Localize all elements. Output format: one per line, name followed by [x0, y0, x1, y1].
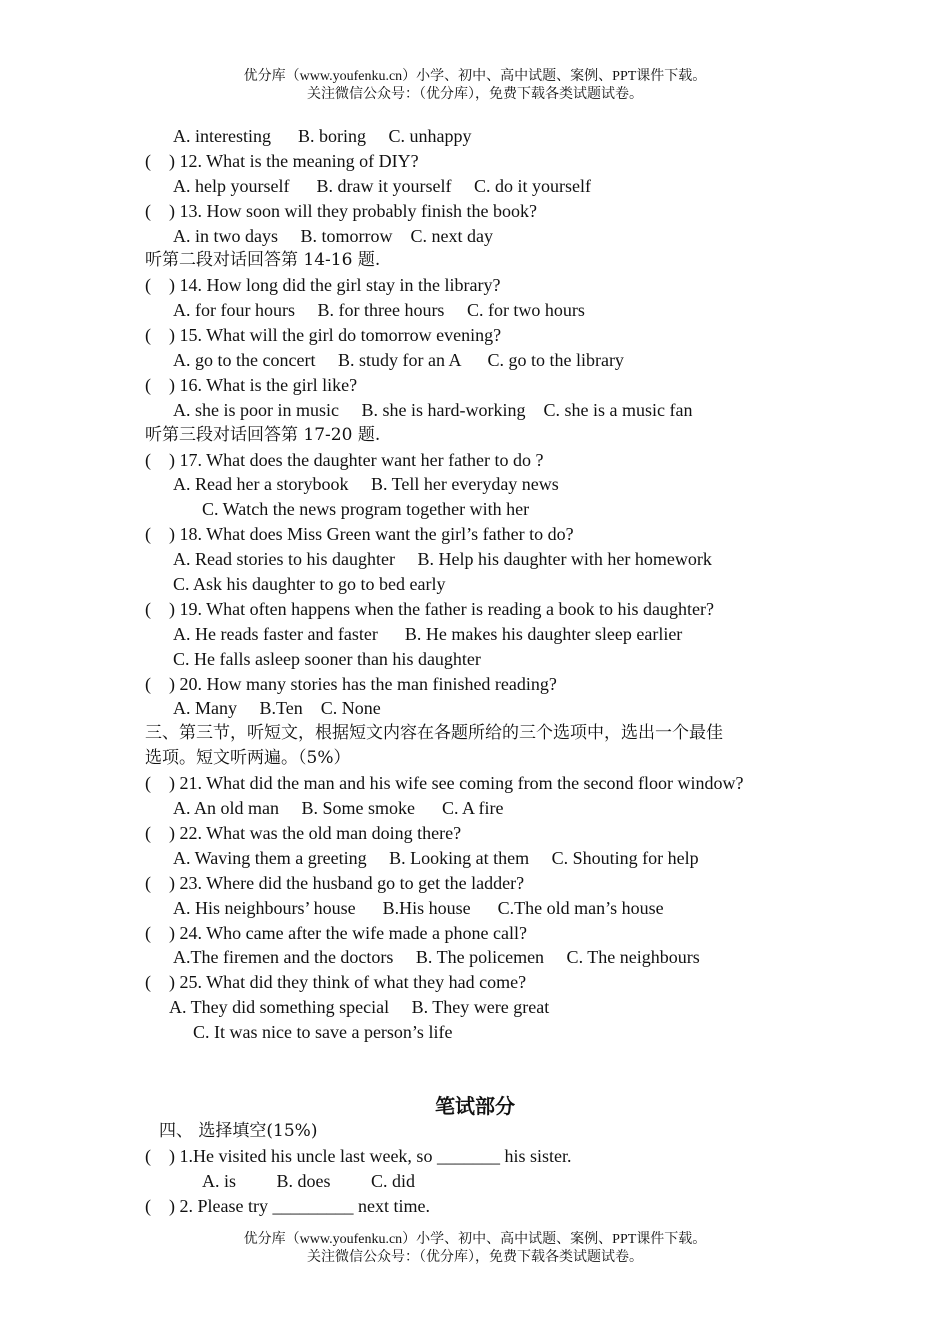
question-line: ( ) 17. What does the daughter want her father to do ? [145, 449, 544, 470]
question-line: ( ) 14. How long did the girl stay in the library? [145, 275, 501, 296]
header-line-1: 优分库（www.youfenku.cn）小学、初中、高中试题、案例、PPT课件下载。 [243, 69, 707, 84]
question-line: ( ) 15. What will the girl do tomorrow evening? [145, 325, 502, 346]
listening-questions-b [145, 771, 825, 1045]
options-line: A.The firemen and the doctors B. The policemen C. The neighbours [173, 947, 700, 968]
options-line: A. They did something special B. They were great [169, 997, 550, 1018]
question-line: ( ) 25. What did they think of what they had come? [145, 972, 527, 993]
options-line: A. Read stories to his daughter B. Help his daughter with her homework [173, 549, 712, 570]
question-line: ( ) 22. What was the old man doing there? [145, 822, 462, 843]
page-header [0, 68, 950, 104]
options-line: A. go to the concert B. study for an A C. go to the library [173, 350, 624, 371]
options-line: A. interesting B. boring C. unhappy [173, 126, 472, 146]
options-line: A. An old man B. Some smoke C. A fire [173, 798, 504, 819]
question-line: ( ) 2. Please try _________ next time. [145, 1195, 430, 1216]
section-spacer [145, 1045, 825, 1093]
options-line: A. He reads faster and faster B. He makes his daughter sleep earlier [173, 623, 683, 644]
options-line: C. Watch the news program together with her [202, 499, 530, 520]
options-line: A. His neighbours’ house B.His house C.The old man’s house [173, 897, 664, 918]
question-line: ( ) 19. What often happens when the father is reading a book to his daughter? [145, 598, 714, 619]
question-line: ( ) 23. Where did the husband go to get the ladder? [145, 872, 525, 893]
section-instruction: 听第二段对话回答第 14-16 题. [145, 250, 381, 271]
options-line: A. she is poor in music B. she is hard-working C. she is a music fan [173, 399, 693, 420]
footer-line-1: 优分库（www.youfenku.cn）小学、初中、高中试题、案例、PPT课件下载。 [243, 1232, 707, 1247]
exam-content [145, 124, 825, 1219]
options-line: A. Waving them a greeting B. Looking at them C. Shouting for help [173, 847, 699, 868]
options-line: A. is B. does C. did [202, 1170, 416, 1191]
options-line: A. in two days B. tomorrow C. next day [173, 225, 493, 246]
section-3-line-1: 三、第三节，听短文，根据短文内容在各题所给的三个选项中，选出一个最佳 [145, 723, 723, 744]
section-instruction: 听第三段对话回答第 17-20 题. [145, 424, 381, 445]
options-line: A. Many B.Ten C. None [173, 698, 381, 719]
question-line: ( ) 12. What is the meaning of DIY? [145, 150, 419, 171]
options-line: A. for four hours B. for three hours C. for two hours [173, 300, 585, 321]
options-line: A. Read her a storybook B. Tell her everyday news [173, 474, 559, 495]
header-line-2: 关注微信公众号：（优分库），免费下载各类试题试卷。 [307, 87, 643, 102]
question-line: ( ) 20. How many stories has the man finished reading? [145, 673, 557, 694]
section-3-line-2: 选项。短文听两遍。（5%） [145, 748, 351, 769]
options-line: C. It was nice to save a person’s life [193, 1022, 453, 1043]
part-4-heading: 四、 选择填空(15%) [159, 1120, 318, 1141]
question-line: ( ) 16. What is the girl like? [145, 374, 358, 395]
listening-questions-a [145, 124, 825, 721]
options-line: C. He falls asleep sooner than his daughter [173, 648, 481, 669]
question-line: ( ) 1.He visited his uncle last week, so _______ his sister. [145, 1145, 572, 1166]
section-3-instructions [145, 721, 825, 771]
page-footer [0, 1231, 950, 1267]
question-line: ( ) 13. How soon will they probably finish the book? [145, 200, 537, 221]
options-line: C. Ask his daughter to go to bed early [173, 574, 446, 595]
footer-line-2: 关注微信公众号：（优分库），免费下载各类试题试卷。 [307, 1250, 643, 1265]
options-line: A. help yourself B. draw it yourself C. do it yourself [173, 175, 591, 196]
question-line: ( ) 21. What did the man and his wife see coming from the second floor window? [145, 773, 744, 794]
written-section-title: 笔试部分 [435, 1093, 515, 1118]
question-line: ( ) 18. What does Miss Green want the girl’s father to do? [145, 524, 574, 545]
question-line: ( ) 24. Who came after the wife made a phone call? [145, 922, 527, 943]
